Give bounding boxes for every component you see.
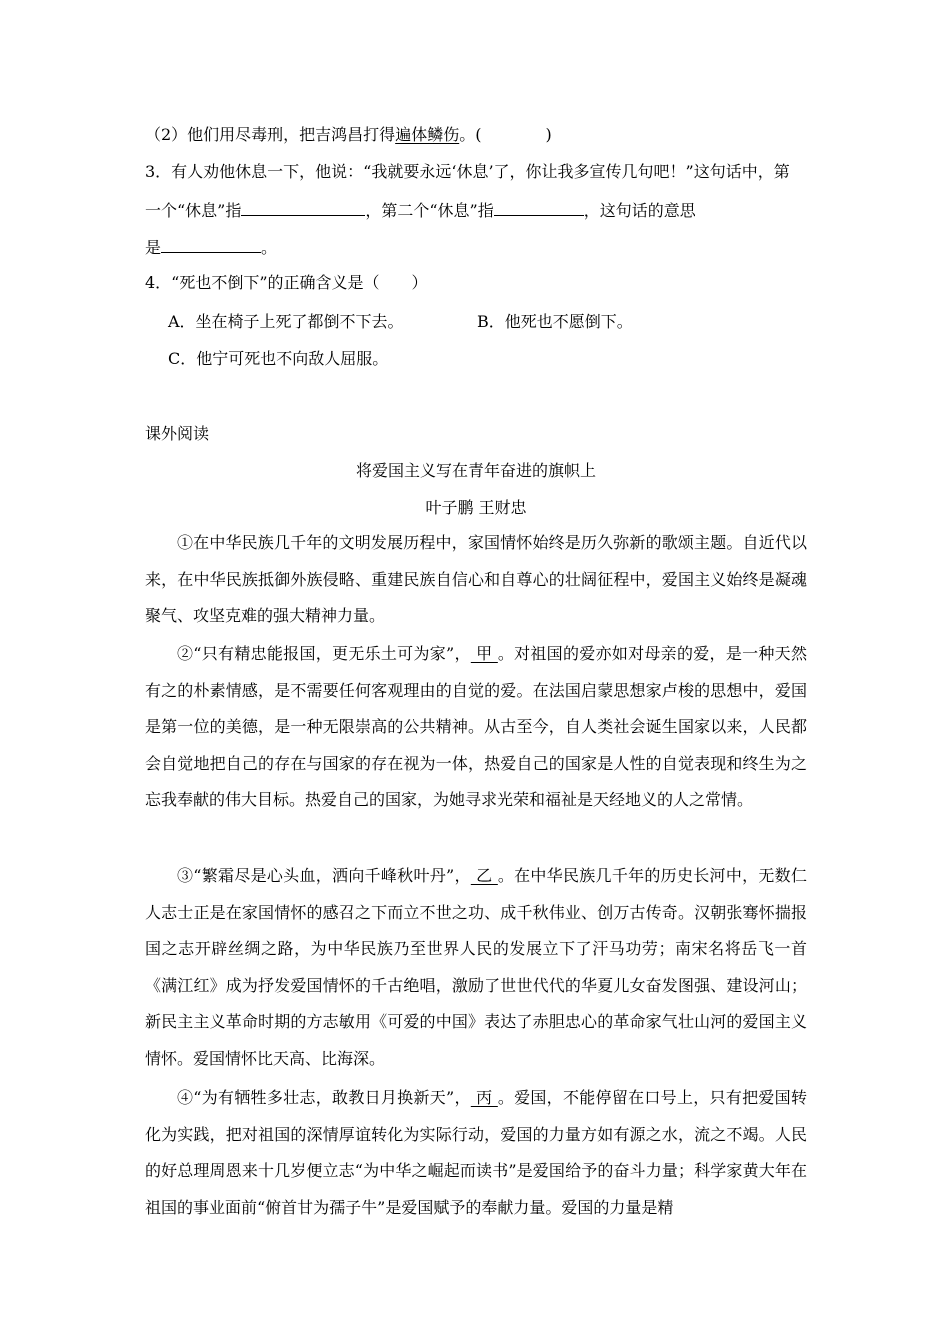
question-4-option-a[interactable]: A．坐在椅子上死了都倒不下去。 [168,312,404,331]
paragraph-4-quote: ④“为有牺牲多壮志，敢教日月换新天”， [177,1088,471,1107]
article-title: 将爱国主义写在青年奋进的旗帜上 [355,461,596,480]
question-2-suffix: 。( [459,125,482,144]
question-2-close-paren: ) [545,125,552,144]
paragraph-3-body: 。在中华民族几千年的历史长河中，无数仁人志士正是在家国情怀的感召之下而立不世之功、成千秋伟业、创万古传奇。汉朝张骞怀揣报国之志开辟丝绸之路，为中华民族乃至世界人民的发展立下了汗马功劳；南宋名将岳飞一首《满江红》成为抒发爱国情怀的千古绝唱，激励了世世代代的华夏儿女奋发图强、建设河山；新民主主义革命时期的方志敏用《可爱的中国》表达了赤胆忠心的革命家气壮山河的爱国主义情怀。爱国情怀比天高、比海深。 [145,866,807,1068]
paragraph-4-blank-bing[interactable]: 丙 [470,1088,498,1107]
section-label: 课外阅读 [145,424,210,443]
question-3-part-d: 是 [145,238,162,257]
question-2-underlined-phrase: 遍体鳞伤 [395,125,460,144]
question-2-line [145,125,552,145]
question-4-option-c[interactable]: C．他宁可死也不向敌人屈服。 [168,349,389,368]
question-3-part-b: ，第二个“休息”指 [365,201,494,220]
question-4-option-b[interactable]: B．他死也不愿倒下。 [477,312,633,331]
question-3-blank-1[interactable] [241,199,365,216]
paragraph-3-quote: ③“繁霜尽是心头血，洒向千峰秋叶丹”， [177,866,471,885]
paragraph-3-blank-yi[interactable]: 乙 [470,866,498,885]
question-3-part-c: ，这句话的意思 [583,201,696,220]
article-authors: 叶子鹏 王财忠 [425,498,527,517]
question-4-stem: 4．“死也不倒下”的正确含义是（ ） [145,273,428,292]
paragraph-3 [145,858,807,1078]
question-3-part-e: 。 [261,238,278,257]
question-2-text: （2）他们用尽毒刑，把吉鸿昌打得 [145,125,396,144]
question-3-part-a: 一个“休息”指 [145,201,242,220]
paragraph-2 [145,636,807,819]
paragraph-2-quote: ②“只有精忠能报国，更无乐土可为家”， [177,644,471,663]
question-3-blank-2[interactable] [494,199,584,216]
paragraph-1: ①在中华民族几千年的文明发展历程中，家国情怀始终是历久弥新的歌颂主题。自近代以来，在中华民族抵御外族侵略、重建民族自信心和自尊心的壮阔征程中，爱国主义始终是凝魂聚气、攻坚克难的强大精神力量。 [145,533,807,626]
paragraph-4 [145,1080,807,1226]
paragraph-4-body: 。爱国，不能停留在口号上，只有把爱国转化为实践，把对祖国的深情厚谊转化为实际行动，爱国的力量方如有源之水，流之不竭。人民的好总理周恩来十几岁便立志“为中华之崛起而读书”是爱国给予的奋斗力量；科学家黄大年在祖国的事业面前“俯首甘为孺子牛”是爱国赋予的奉献力量。爱国的力量是精 [145,1088,807,1217]
paragraph-2-blank-jia[interactable]: 甲 [470,644,498,663]
question-3-line-3 [145,236,277,258]
question-3-line-1: 3．有人劝他休息一下，他说：“我就要永远‘休息’了，你让我多宣传几句吧！”这句话中，第 [145,162,790,181]
question-3-blank-3[interactable] [161,236,261,253]
question-3-line-2 [145,199,696,221]
paragraph-2-body: 。对祖国的爱亦如对母亲的爱，是一种天然有之的朴素情感，是不需要任何客观理由的自觉的爱。在法国启蒙思想家卢梭的思想中，爱国是第一位的美德，是一种无限崇高的公共精神。从古至今，自人类社会诞生国家以来，人民都会自觉地把自己的存在与国家的存在视为一体，热爱自己的国家是人性的自觉表现和终生为之忘我奉献的伟大目标。热爱自己的国家，为她寻求光荣和福祉是天经地义的人之常情。 [145,644,807,810]
